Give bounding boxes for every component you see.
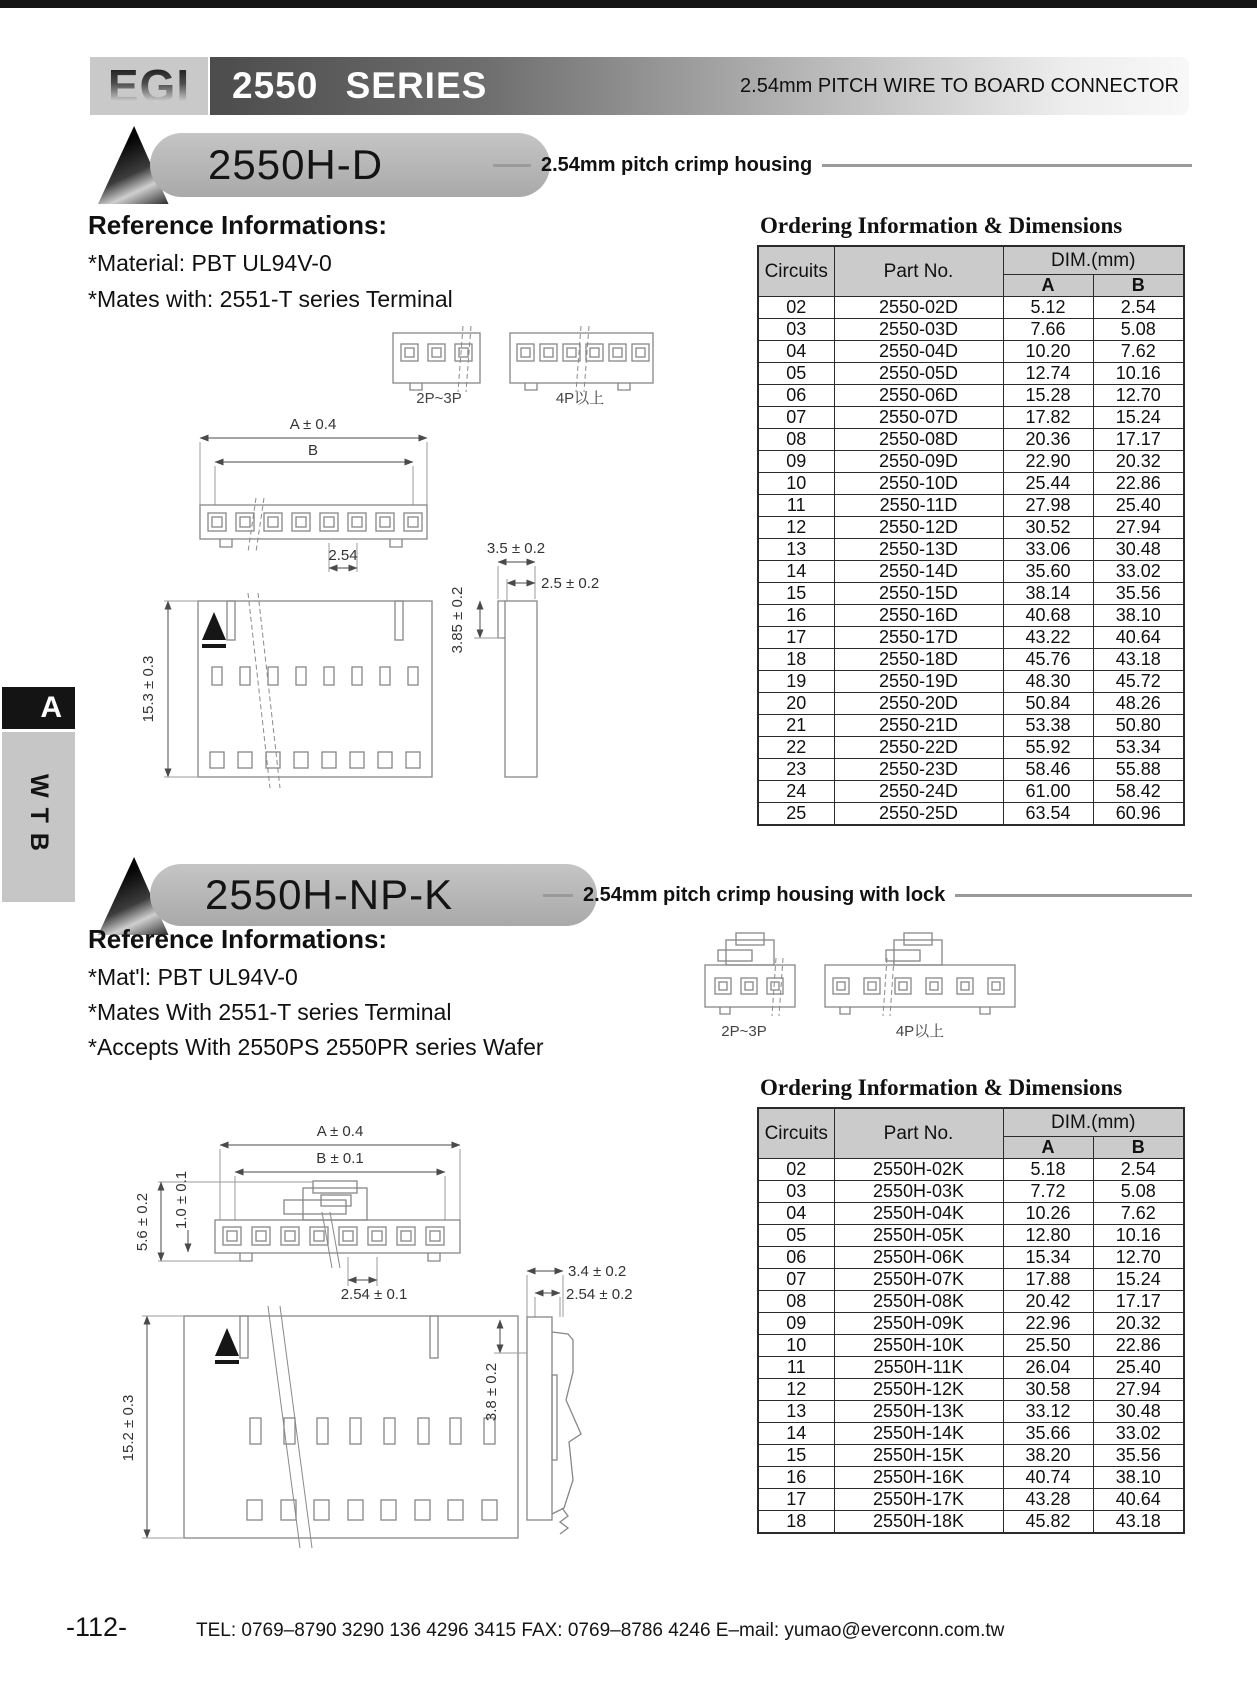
col-circuits: Circuits — [758, 1108, 834, 1159]
table-body — [758, 1159, 1184, 1534]
section1-ref-line: *Material: PBT UL94V-0 — [88, 250, 332, 276]
table-row: 07 2550H-07K 17.88 15.24 — [758, 1269, 1184, 1291]
table-header — [758, 1108, 1184, 1159]
header-subtitle: 2.54mm PITCH WIRE TO BOARD CONNECTOR — [740, 74, 1179, 97]
front-view-housing — [200, 505, 427, 547]
section1-ref-line: *Mates with: 2551-T series Terminal — [88, 286, 453, 312]
dim-label-pitch: 2.54 — [328, 547, 358, 564]
table-row: 06 2550-06D 15.28 12.70 — [758, 385, 1184, 407]
table-body — [758, 297, 1184, 826]
footer-contact-info: TEL: 0769–8790 3290 136 4296 3415 FAX: 0769–8786 4246 E–mail: yumao@everconn.com.tw — [196, 1620, 1005, 1641]
section2-tagline — [543, 880, 1192, 910]
table-row: 04 2550-04D 10.20 7.62 — [758, 341, 1184, 363]
table-row: 09 2550-09D 22.90 20.32 — [758, 451, 1184, 473]
polarity-marker-bar — [215, 1360, 239, 1364]
col-part-no: Part No. — [834, 246, 1003, 297]
dim-label-side-w: 3.4 ± 0.2 — [568, 1263, 627, 1280]
tagline-rule — [493, 164, 531, 167]
dim-label-pitch: 2.54 ± 0.1 — [340, 1286, 408, 1303]
sidebar-tab-wtb — [2, 732, 75, 902]
side-view-housing — [527, 1317, 581, 1534]
sidebar-tab-wtb-label: WTB — [25, 773, 53, 861]
table-row: 02 2550H-02K 5.18 2.54 — [758, 1159, 1184, 1181]
table-row: 10 2550H-10K 25.50 22.86 — [758, 1335, 1184, 1357]
table-row: 04 2550H-04K 10.26 7.62 — [758, 1203, 1184, 1225]
dim-label-side-h: 3.8 ± 0.2 — [483, 1362, 500, 1422]
tagline-rule — [822, 164, 1192, 167]
table-row: 08 2550-08D 20.36 17.17 — [758, 429, 1184, 451]
table-row: 23 2550-23D 58.46 55.88 — [758, 759, 1184, 781]
polarity-marker-bar — [202, 644, 226, 648]
section2-ref-line: *Mat'l: PBT UL94V-0 — [88, 964, 298, 990]
table-row: 03 2550-03D 7.66 5.08 — [758, 319, 1184, 341]
section1-dimensions-table — [757, 245, 1185, 826]
dim-label-side-w: 3.5 ± 0.2 — [486, 540, 546, 557]
table-row: 12 2550H-12K 30.58 27.94 — [758, 1379, 1184, 1401]
section1-ref-title: Reference Informations: — [88, 210, 388, 240]
section1-badge-label: 2550H-D — [208, 141, 384, 188]
table-row: 05 2550H-05K 12.80 10.16 — [758, 1225, 1184, 1247]
table-row: 08 2550H-08K 20.42 17.17 — [758, 1291, 1184, 1313]
section2-badge-label: 2550H-NP-K — [205, 871, 454, 918]
dim-label-b: B — [307, 442, 319, 459]
col-circuits: Circuits — [758, 246, 834, 297]
table-row: 14 2550-14D 35.60 33.02 — [758, 561, 1184, 583]
diagram-label-4p: 4P以上 — [895, 1023, 945, 1040]
table-row: 24 2550-24D 61.00 58.42 — [758, 781, 1184, 803]
sidebar-tab-a-label: A — [40, 691, 62, 724]
diagram-label-2p3p: 2P~3P — [416, 390, 462, 407]
diagram-label-4p: 4P以上 — [555, 390, 605, 407]
lock-structure — [284, 1181, 367, 1220]
table-row: 18 2550H-18K 45.82 43.18 — [758, 1511, 1184, 1534]
small-connector-lock-2p3p — [705, 933, 795, 1014]
table-row: 14 2550H-14K 35.66 33.02 — [758, 1423, 1184, 1445]
dim-label-front-h2: 1.0 ± 0.1 — [173, 1170, 190, 1230]
section2-ref-title: Reference Informations: — [88, 924, 388, 954]
table-row: 13 2550H-13K 33.12 30.48 — [758, 1401, 1184, 1423]
brand-logo — [90, 57, 208, 115]
table-row: 21 2550-21D 53.38 50.80 — [758, 715, 1184, 737]
table-header — [758, 246, 1184, 297]
table-row: 13 2550-13D 33.06 30.48 — [758, 539, 1184, 561]
dim-label-height: 15.3 ± 0.3 — [140, 655, 157, 723]
table-row: 25 2550-25D 63.54 60.96 — [758, 803, 1184, 826]
sidebar-tab-a — [2, 687, 75, 729]
table-row: 17 2550-17D 43.22 40.64 — [758, 627, 1184, 649]
col-b: B — [1093, 275, 1184, 297]
section2-badge — [150, 864, 597, 926]
table-row: 06 2550H-06K 15.34 12.70 — [758, 1247, 1184, 1269]
dim-label-a: A ± 0.4 — [289, 416, 337, 433]
dim-label-side-w2: 2.54 ± 0.2 — [566, 1286, 633, 1303]
polarity-triangle-marker — [215, 1328, 239, 1356]
section2-tagline-text: 2.54mm pitch crimp housing with lock — [583, 883, 946, 906]
tagline-rule — [543, 894, 573, 897]
table-row: 19 2550-19D 48.30 45.72 — [758, 671, 1184, 693]
section1-table-title: Ordering Information & Dimensions — [760, 213, 1123, 238]
col-a: A — [1003, 1137, 1093, 1159]
header-bar — [210, 57, 1189, 115]
section2-ref-line: *Accepts With 2550PS 2550PR series Wafer — [88, 1034, 544, 1060]
dim-label-front-h: 5.6 ± 0.2 — [134, 1192, 151, 1252]
table-row: 10 2550-10D 25.44 22.86 — [758, 473, 1184, 495]
table-row: 11 2550-11D 27.98 25.40 — [758, 495, 1184, 517]
col-a: A — [1003, 275, 1093, 297]
dim-label-a: A ± 0.4 — [316, 1123, 364, 1140]
table-row: 05 2550-05D 12.74 10.16 — [758, 363, 1184, 385]
page-number: -112- — [66, 1612, 128, 1642]
dim-label-side-h: 3.85 ± 0.2 — [449, 586, 466, 654]
section2-dimensions-table — [757, 1107, 1185, 1534]
col-b: B — [1093, 1137, 1184, 1159]
table-row: 18 2550-18D 45.76 43.18 — [758, 649, 1184, 671]
table-row: 02 2550-02D 5.12 2.54 — [758, 297, 1184, 319]
section1-tagline — [493, 150, 1192, 180]
section2-ref-line: *Mates With 2551-T series Terminal — [88, 999, 452, 1025]
section2-table-title: Ordering Information & Dimensions — [760, 1075, 1123, 1100]
table-row: 07 2550-07D 17.82 15.24 — [758, 407, 1184, 429]
table-row: 16 2550H-16K 40.74 38.10 — [758, 1467, 1184, 1489]
dim-label-side-w2: 2.5 ± 0.2 — [541, 575, 600, 592]
table-row: 15 2550-15D 38.14 35.56 — [758, 583, 1184, 605]
table-row: 15 2550H-15K 38.20 35.56 — [758, 1445, 1184, 1467]
section2-small-diagrams — [680, 930, 1080, 1050]
top-border-bar — [0, 0, 1257, 8]
col-dim-mm: DIM.(mm) — [1003, 246, 1184, 275]
table-row: 16 2550-16D 40.68 38.10 — [758, 605, 1184, 627]
table-row: 20 2550-20D 50.84 48.26 — [758, 693, 1184, 715]
section2-technical-drawing — [100, 1040, 660, 1560]
series-title: 2550 SERIES — [232, 65, 488, 106]
col-part-no: Part No. — [834, 1108, 1003, 1159]
bottom-view-housing — [198, 601, 432, 777]
small-connector-4p — [510, 333, 653, 390]
side-view-housing — [498, 601, 537, 777]
tagline-rule — [955, 894, 1192, 897]
table-row: 09 2550H-09K 22.96 20.32 — [758, 1313, 1184, 1335]
table-row: 17 2550H-17K 43.28 40.64 — [758, 1489, 1184, 1511]
dim-label-b: B ± 0.1 — [316, 1150, 364, 1167]
section1-tagline-text: 2.54mm pitch crimp housing — [541, 153, 813, 176]
brand-logo-text: EGI — [107, 60, 191, 112]
section1-technical-drawing — [140, 300, 660, 800]
col-dim-mm: DIM.(mm) — [1003, 1108, 1184, 1137]
table-row: 03 2550H-03K 7.72 5.08 — [758, 1181, 1184, 1203]
polarity-triangle-marker — [202, 612, 226, 640]
small-connector-2p3p — [393, 333, 480, 390]
diagram-label-2p3p: 2P~3P — [721, 1023, 767, 1040]
section1-badge — [150, 133, 550, 197]
table-row: 12 2550-12D 30.52 27.94 — [758, 517, 1184, 539]
small-connector-lock-4p — [825, 933, 1015, 1014]
table-row: 11 2550H-11K 26.04 25.40 — [758, 1357, 1184, 1379]
dim-label-height: 15.2 ± 0.3 — [120, 1394, 137, 1462]
table-row: 22 2550-22D 55.92 53.34 — [758, 737, 1184, 759]
